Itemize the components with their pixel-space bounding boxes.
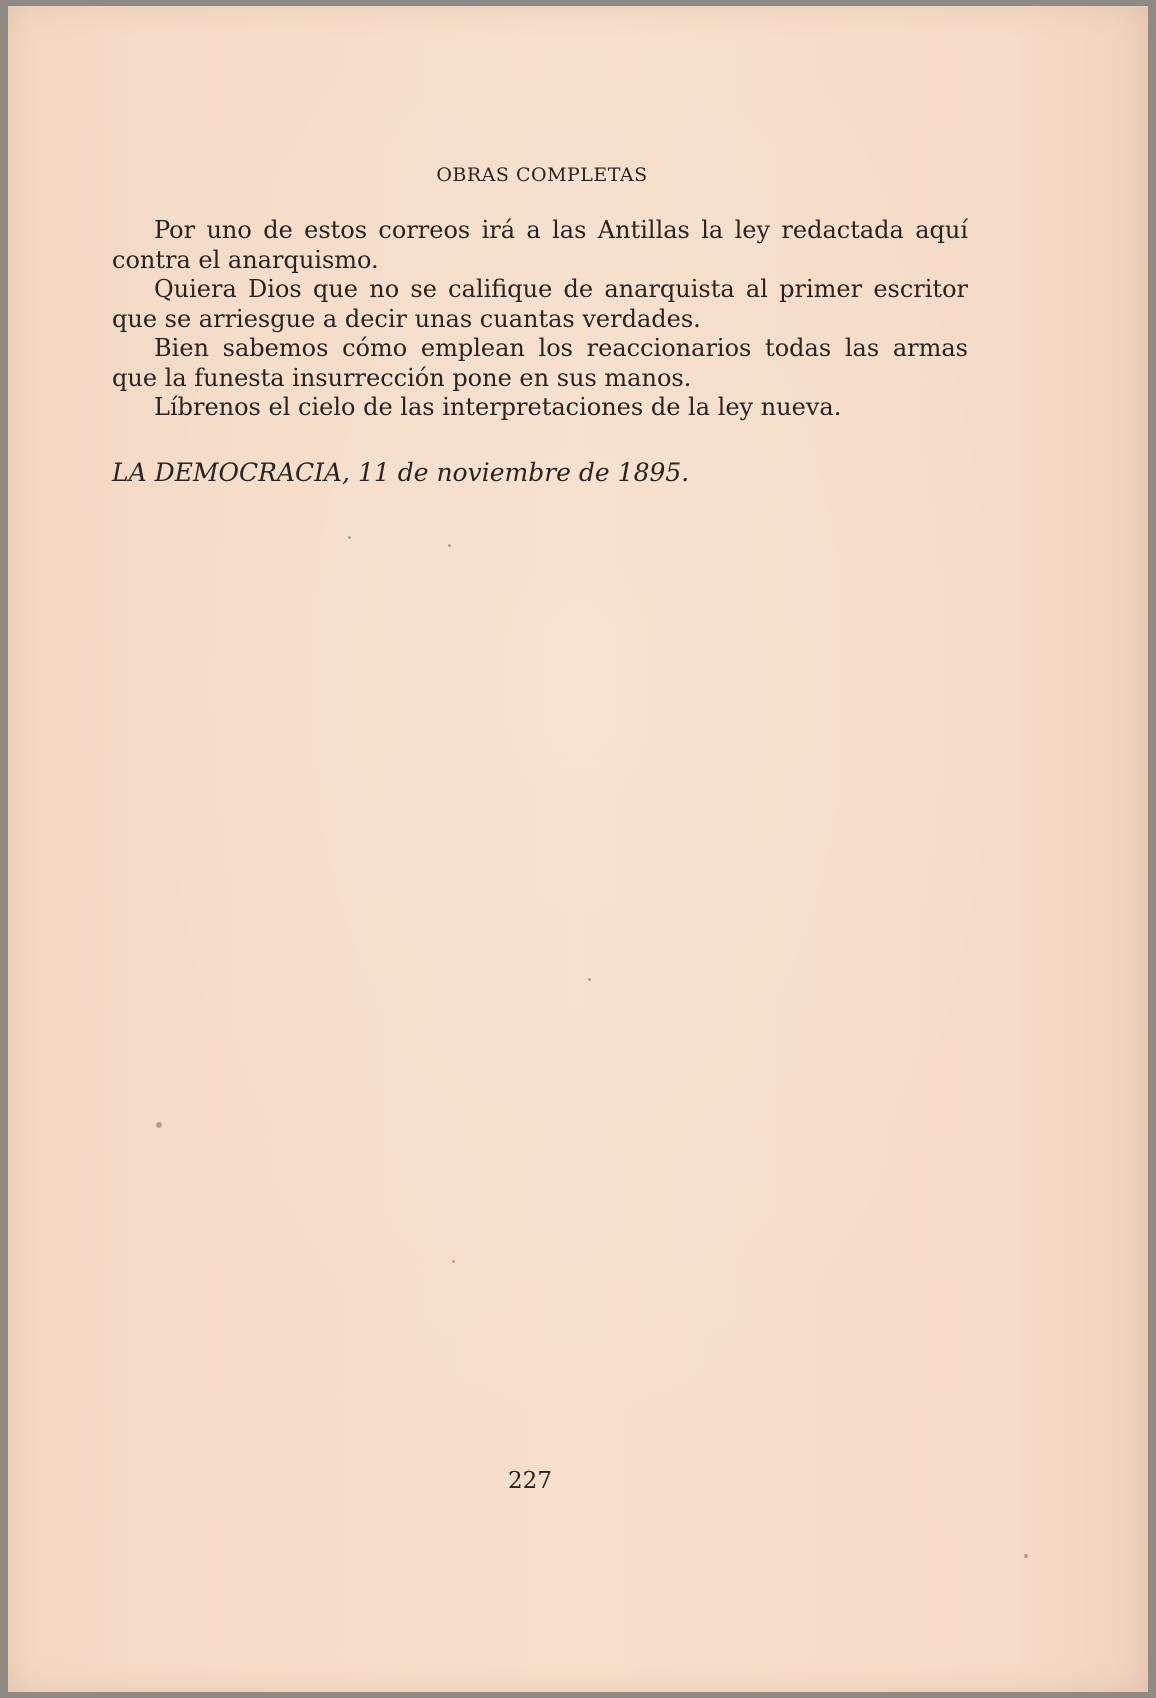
paper-speck (448, 544, 451, 547)
paragraph: Líbrenos el cielo de las interpretaciones de la ley nueva. (154, 393, 842, 421)
book-page (8, 6, 1148, 1692)
paper-speck (588, 978, 591, 981)
paragraph: Por uno de estos correos irá a las Antillas la ley redactada aquí contra el anarquismo. (112, 216, 968, 274)
paper-speck (156, 1122, 162, 1128)
paper-speck (452, 1260, 455, 1263)
paper-speck (1024, 1554, 1028, 1558)
paper-speck (348, 536, 351, 539)
source-signature: LA DEMOCRACIA, 11 de noviembre de 1895. (112, 458, 690, 487)
paragraph: Bien sabemos cómo emplean los reaccionarios todas las armas que la funesta insurrección pone en sus manos. (112, 334, 968, 392)
running-head: OBRAS COMPLETAS (436, 164, 648, 186)
page-number: 227 (508, 1468, 552, 1494)
article-body (112, 216, 968, 423)
paragraph: Quiera Dios que no se califique de anarquista al primer escritor que se arriesgue a decir unas cuantas verdades. (112, 275, 968, 333)
